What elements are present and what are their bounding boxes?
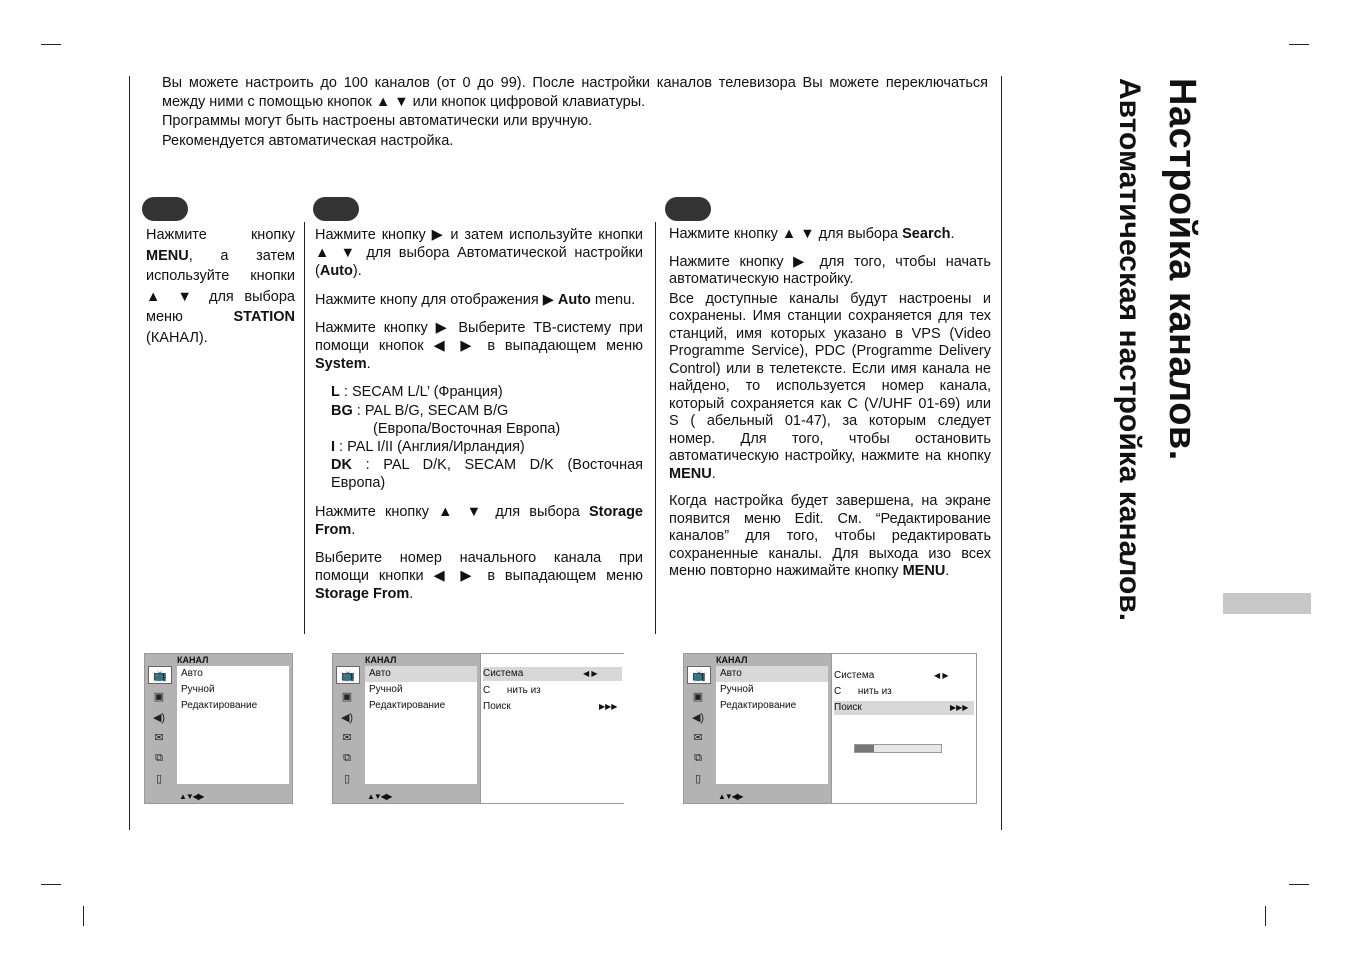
- osd-menu-list: [365, 666, 477, 784]
- osd-menu-1: [144, 653, 293, 804]
- crop-mark: [1289, 884, 1309, 885]
- picture-icon: ▣: [692, 691, 704, 703]
- osd-sub-search[interactable]: Поиск ▶▶▶: [483, 701, 618, 712]
- step-1-paragraph: Нажмите кнопку MENU, а затем используйте кнопки ▲ ▼ для выбора меню STATION (КАНАЛ).: [146, 227, 295, 346]
- step-2-text: [315, 226, 643, 614]
- pip-icon: ⧉: [343, 751, 351, 764]
- tv-antenna-icon: 📺: [687, 666, 711, 684]
- osd-item-manual[interactable]: Ручной: [720, 684, 754, 695]
- step-2-paragraph: Нажмите кнопу для отображения ▶ Auto menu.: [315, 291, 636, 308]
- osd-item-auto[interactable]: Авто: [181, 668, 203, 679]
- intro-paragraph: Вы можете настроить до 100 каналов (от 0 до 99). После настройки каналов телевизора Вы можете переключаться между ними с помощью кнопок ▲ ▼ или кнопок цифровой клавиатуры.: [162, 75, 988, 111]
- go-arrows: ▶▶▶: [950, 703, 969, 712]
- step-3-paragraph: Все доступные каналы будут настроены и сохранены. Имя станции сохраняется для тех станций, имя которых указано в VPS (Video Programme Service), PDC (Programme Delivery Control) или в телетексте. Если имя канала не найдено, то используется номер канала, который сохраняется как C (V/UHF 01-69) или S ( абельный 01-47), за которым следует номер. Для того, чтобы остановить автоматическую настройку, нажмите на кнопку MENU.: [669, 290, 991, 482]
- intro-paragraph: Рекомендуется автоматическая настройка.: [162, 132, 454, 149]
- crop-mark: [41, 44, 61, 45]
- osd-icon-column: [336, 666, 360, 791]
- speaker-icon: ◀): [340, 711, 354, 724]
- osd-header: КАНАЛ: [177, 655, 209, 665]
- osd-sub-storage-from[interactable]: С нить из: [483, 685, 541, 696]
- step-2-paragraph: Нажмите кнопку ▶ и затем используйте кнопки ▲ ▼ для выбора Автоматической настройки (Auto).: [315, 227, 643, 280]
- tv-system-list: [331, 383, 643, 492]
- osd-nav-hint: ▲▼◀▶: [179, 792, 204, 801]
- step-3-paragraph: Нажмите кнопку ▲ ▼ для выбора Search.: [669, 226, 955, 242]
- right-rule: [1001, 76, 1002, 830]
- osd-nav-hint: ▲▼◀▶: [718, 792, 743, 801]
- osd-submenu: [831, 654, 976, 803]
- osd-item-edit[interactable]: Редактирование: [720, 700, 797, 711]
- left-right-arrows: ◀ ▶: [934, 671, 949, 680]
- step-badge-3: [665, 197, 711, 221]
- picture-icon: ▣: [341, 691, 353, 703]
- search-progress-bar: [854, 744, 942, 753]
- step-2-paragraph: Нажмите кнопку ▲ ▼ для выбора Storage From.: [315, 503, 643, 538]
- osd-menu-list: [716, 666, 828, 784]
- osd-icon-column: [687, 666, 711, 791]
- osd-item-edit[interactable]: Редактирование: [181, 700, 258, 711]
- column-divider: [304, 222, 305, 634]
- crop-mark: [1289, 44, 1309, 45]
- page-title: Настройка каналов.: [1161, 78, 1203, 461]
- step-2-paragraph: Выберите номер начального канала при помощи кнопки ◀ ▶ в выпадающем меню Storage From.: [315, 550, 643, 603]
- intro-text: [162, 74, 988, 151]
- osd-item-edit[interactable]: Редактирование: [369, 700, 446, 711]
- osd-sub-storage-from[interactable]: С нить из: [834, 686, 892, 697]
- clock-icon: ✉: [342, 732, 352, 744]
- osd-header: КАНАЛ: [716, 655, 748, 665]
- go-arrows: ▶▶▶: [599, 702, 618, 711]
- speaker-icon: ◀): [152, 711, 166, 724]
- osd-icon-column: [148, 666, 172, 791]
- osd-item-auto[interactable]: Авто: [716, 666, 828, 682]
- pip-icon: ⧉: [694, 751, 702, 764]
- clock-icon: ✉: [154, 732, 164, 744]
- column-divider: [655, 222, 656, 634]
- speaker-icon: ◀): [691, 711, 705, 724]
- search-progress-fill: [855, 745, 874, 752]
- osd-sub-system[interactable]: Система ◀ ▶: [834, 670, 949, 681]
- left-rule: [129, 76, 130, 830]
- step-3-paragraph: Нажмите кнопку ▶ для того, чтобы начать автоматическую настройку.: [669, 253, 991, 287]
- osd-sub-system[interactable]: Система ◀ ▶: [483, 667, 622, 681]
- crop-mark: [1265, 906, 1266, 926]
- osd-item-manual[interactable]: Ручной: [369, 684, 403, 695]
- section-tab: [1223, 593, 1311, 614]
- osd-item-auto[interactable]: Авто: [365, 666, 477, 682]
- step-2-paragraph: Нажмите кнопку ▶ Выберите ТВ-систему при помощи кнопок ◀ ▶ в выпадающем меню System.: [315, 319, 643, 373]
- tv-antenna-icon: 📺: [336, 666, 360, 684]
- tv-system-item: L : SECAM L/L’ (Франция): [331, 384, 503, 401]
- clock-icon: ✉: [693, 732, 703, 744]
- page-subtitle: Автоматическая настройка каналов.: [1113, 78, 1146, 622]
- pip-icon: ⧉: [155, 751, 163, 764]
- tv-system-item: (Европа/Восточная Европа): [373, 420, 561, 437]
- osd-submenu: [480, 654, 624, 803]
- osd-nav-hint: ▲▼◀▶: [367, 792, 392, 801]
- step-1-text: [146, 225, 295, 359]
- osd-header: КАНАЛ: [365, 655, 397, 665]
- crop-mark: [41, 884, 61, 885]
- tv-system-item: BG : PAL B/G, SECAM B/G: [331, 402, 509, 419]
- special-icon: ▯: [343, 773, 351, 785]
- special-icon: ▯: [155, 773, 163, 785]
- intro-paragraph: Программы могут быть настроены автоматически или вручную.: [162, 113, 593, 130]
- osd-menu-2: [332, 653, 624, 804]
- tv-system-item: I : PAL I/II (Англия/Ирландия): [331, 439, 525, 456]
- left-right-arrows: ◀ ▶: [583, 669, 598, 678]
- osd-item-manual[interactable]: Ручной: [181, 684, 215, 695]
- picture-icon: ▣: [153, 691, 165, 703]
- osd-menu-3: [683, 653, 977, 804]
- tv-system-item: DK : PAL D/K, SECAM D/K (Восточная Европа): [331, 457, 643, 492]
- step-badge-2: [313, 197, 359, 221]
- step-badge-1: [142, 197, 188, 221]
- osd-sub-search[interactable]: Поиск ▶▶▶: [834, 701, 974, 715]
- osd-menu-list: [177, 666, 289, 784]
- step-3-text: [669, 226, 991, 591]
- step-3-paragraph: Когда настройка будет завершена, на экране появится меню Edit. См. “Редактирование каналов” для того, чтобы редактировать сохраненные каналы. Для выхода изо всех меню повторно нажимайте кнопку MENU.: [669, 493, 991, 579]
- crop-mark: [83, 906, 84, 926]
- tv-antenna-icon: 📺: [148, 666, 172, 684]
- special-icon: ▯: [694, 773, 702, 785]
